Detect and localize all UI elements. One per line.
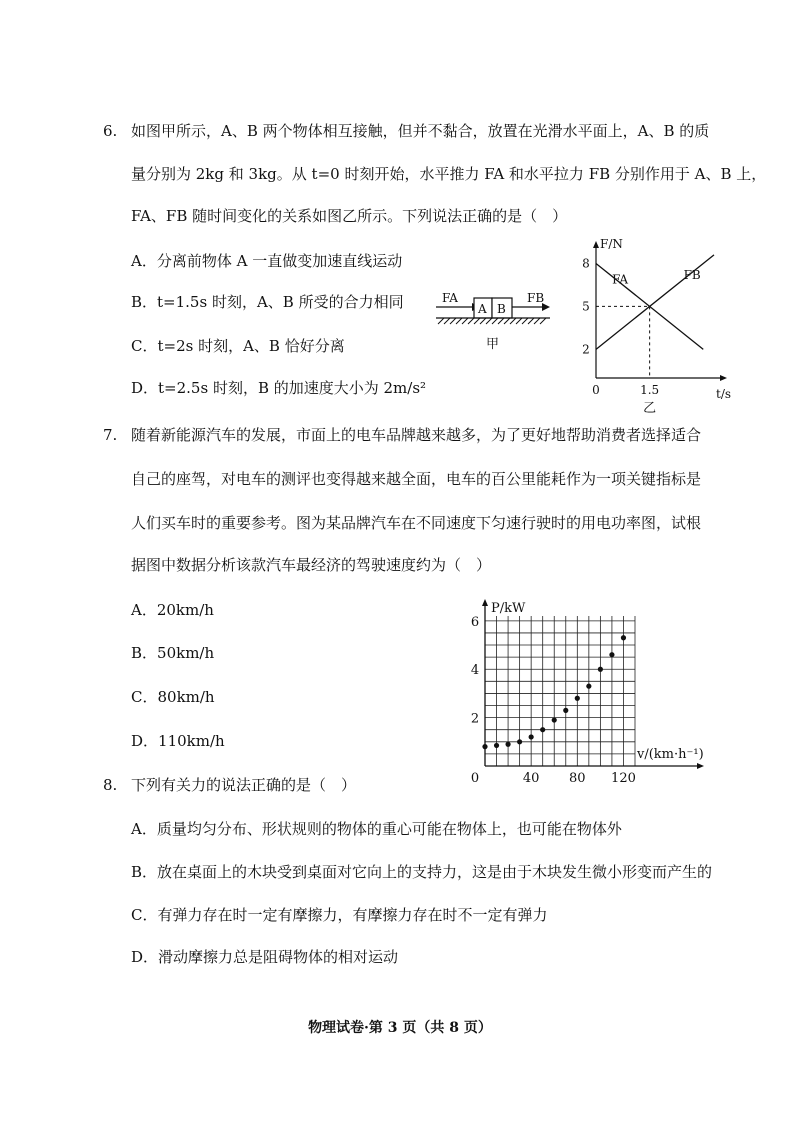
ft-y-tick-label: 8 bbox=[582, 256, 590, 271]
question-7-option-a: A．20km/h bbox=[131, 601, 214, 619]
pv-data-point bbox=[598, 667, 603, 672]
question-7-option-d: D．110km/h bbox=[131, 732, 225, 750]
question-6-stem-line-2: 量分别为 2kg 和 3kg。从 t=0 时刻开始，水平推力 FA 和水平拉力 FB 分别作用于 A、B 上， bbox=[131, 165, 767, 183]
block-a-label: A bbox=[478, 302, 487, 316]
pv-data-point bbox=[552, 717, 557, 722]
page-footer: 物理试卷·第 3 页（共 8 页） bbox=[308, 1020, 492, 1036]
pv-x-tick-label: 120 bbox=[611, 771, 636, 786]
figure-jia bbox=[434, 290, 564, 360]
question-7-stem-line-3: 人们买车时的重要参考。图为某品牌汽车在不同速度下匀速行驶时的用电功率图，试根 bbox=[131, 514, 702, 532]
pv-data-point bbox=[575, 696, 580, 701]
ft-y-tick-label: 2 bbox=[582, 342, 590, 357]
pv-data-point bbox=[494, 743, 499, 748]
block-b-label: B bbox=[497, 302, 506, 316]
ft-x-axis-arrow bbox=[720, 375, 727, 381]
ft-text bbox=[582, 237, 731, 416]
pv-data-point bbox=[529, 734, 534, 739]
pv-x-axis-label: v/(km·h⁻¹) bbox=[637, 747, 704, 762]
pv-x-tick-label: 0 bbox=[470, 771, 480, 786]
question-7-stem-line-4: 据图中数据分析该款汽车最经济的驾驶速度约为（ ） bbox=[131, 556, 492, 574]
question-7-stem-line-2: 自己的座驾，对电车的测评也变得越来越全面，电车的百公里能耗作为一项关键指标是 bbox=[131, 470, 702, 488]
figure-jia-caption: 甲 bbox=[486, 337, 500, 352]
pv-x-tick-label: 80 bbox=[569, 771, 586, 786]
pv-y-tick-label: 6 bbox=[470, 614, 480, 630]
pv-y-axis-label: P/kW bbox=[491, 601, 526, 616]
ft-series-fb-label: FB bbox=[683, 268, 701, 283]
ft-x-tick-label-1-5: 1.5 bbox=[640, 383, 660, 397]
ft-y-axis-label: F/N bbox=[600, 237, 623, 251]
pv-x-tick-label: 40 bbox=[522, 771, 540, 786]
force-fa-label: FA bbox=[442, 291, 458, 305]
question-6-option-c: C．t=2s 时刻，A、B 恰好分离 bbox=[131, 337, 345, 355]
question-8-option-d: D．滑动摩擦力总是阻碍物体的相对运动 bbox=[131, 948, 399, 966]
ground-surface bbox=[436, 318, 550, 324]
pv-data-point bbox=[517, 739, 522, 744]
pv-y-tick-label: 4 bbox=[470, 663, 480, 679]
pv-y-tick-label: 2 bbox=[470, 711, 480, 727]
question-7-stem-line-1: 随着新能源汽车的发展，市面上的电车品牌越来越多，为了更好地帮助消费者选择适合 bbox=[131, 426, 702, 444]
ft-series-fa-label: FA bbox=[612, 272, 629, 287]
ft-caption: 乙 bbox=[643, 401, 657, 416]
pv-axes bbox=[482, 599, 704, 769]
question-6-stem-line-1: 如图甲所示，A、B 两个物体相互接触，但并不黏合，放置在光滑水平面上，A、B 的质 bbox=[131, 122, 710, 140]
pv-data-point bbox=[540, 727, 545, 732]
question-6-option-d: D．t=2.5s 时刻，B 的加速度大小为 2m/s² bbox=[131, 379, 427, 397]
question-6-number: 6. bbox=[103, 122, 118, 140]
question-6-stem-line-3: FA、FB 随时间变化的关系如图乙所示。下列说法正确的是（ ） bbox=[131, 207, 568, 225]
ft-y-tick-label: 5 bbox=[582, 299, 590, 314]
pv-data-point bbox=[505, 742, 510, 747]
ft-x-axis-label: t/s bbox=[716, 387, 732, 401]
ft-x-tick-label-0: 0 bbox=[592, 383, 600, 397]
force-fb-label: FB bbox=[527, 291, 545, 305]
figure-power-speed-chart bbox=[460, 588, 720, 788]
pv-data-point bbox=[609, 652, 614, 657]
question-7-number: 7. bbox=[103, 426, 118, 444]
question-6-option-b: B．t=1.5s 时刻，A、B 所受的合力相同 bbox=[131, 293, 404, 311]
question-8-number: 8. bbox=[103, 776, 118, 794]
question-8-option-c: C．有弹力存在时一定有摩擦力，有摩擦力存在时不一定有弹力 bbox=[131, 906, 548, 924]
pv-x-axis-arrow bbox=[697, 763, 704, 769]
question-6-option-a: A．分离前物体 A 一直做变加速直线运动 bbox=[131, 252, 403, 270]
question-8-stem: 下列有关力的说法正确的是（ ） bbox=[131, 776, 357, 794]
question-7-option-b: B．50km/h bbox=[131, 644, 215, 662]
ft-y-axis-arrow bbox=[593, 241, 599, 248]
pv-data-point bbox=[586, 684, 591, 689]
question-8-option-a: A．质量均匀分布、形状规则的物体的重心可能在物体上，也可能在物体外 bbox=[131, 820, 622, 838]
ft-axes bbox=[593, 241, 727, 381]
pv-data-point bbox=[482, 744, 487, 749]
pv-data-point bbox=[621, 635, 626, 640]
question-8-option-b: B．放在桌面上的木块受到桌面对它向上的支持力，这是由于木块发生微小形变而产生的 bbox=[131, 863, 713, 881]
figure-yi-chart bbox=[576, 236, 736, 416]
pv-data-point bbox=[563, 708, 568, 713]
question-7-option-c: C．80km/h bbox=[131, 688, 215, 706]
pv-y-axis-arrow bbox=[482, 599, 488, 606]
